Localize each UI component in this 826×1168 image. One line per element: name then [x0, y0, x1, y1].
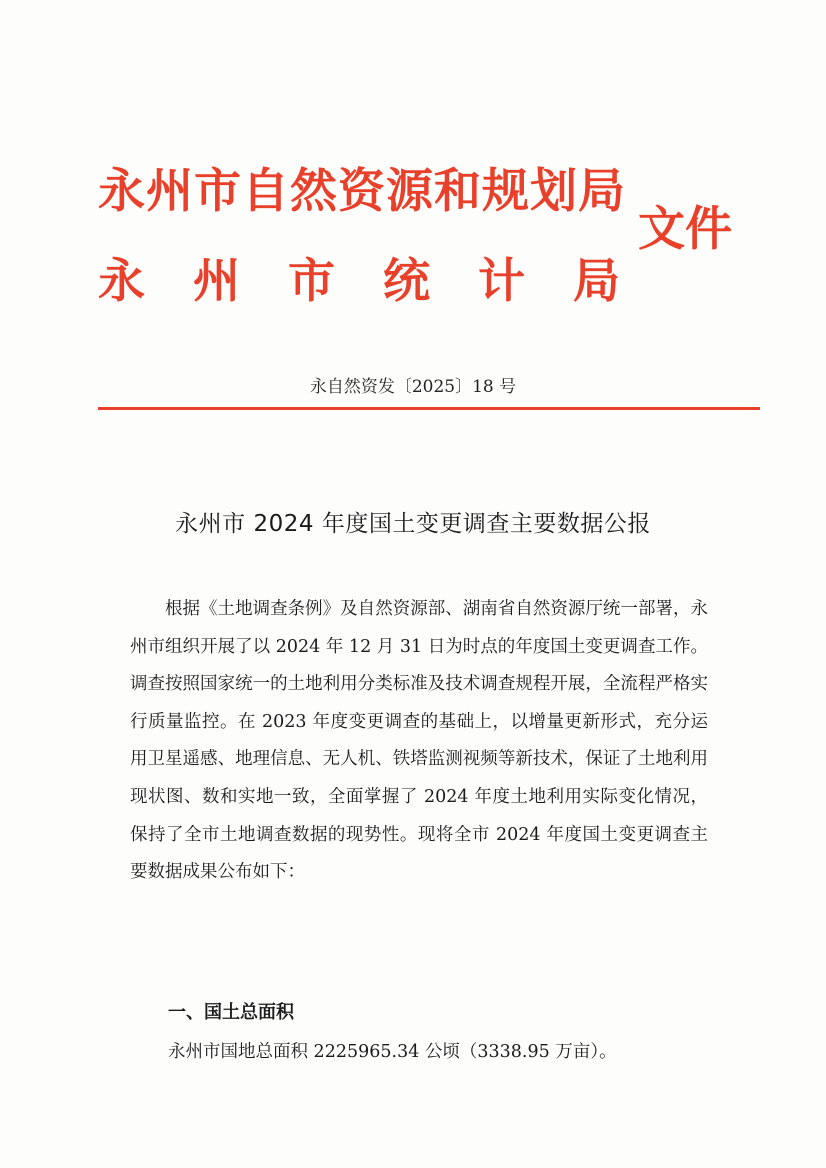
issuer-char: 统: [383, 254, 430, 309]
issuer-name-statistics: [98, 254, 620, 309]
issuer-char: 市: [288, 254, 335, 309]
issuer-char: 局: [573, 254, 620, 309]
issuer-char: 永: [98, 254, 145, 309]
intro-paragraph: 根据《土地调查条例》及自然资源部、湖南省自然资源厅统一部署，永州市组织开展了以 2024 年 12 月 31 日为时点的年度国土变更调查工作。调查按照国家统一的土地利用分类标准及技术调查规程开展，全流程严格实行质量监控。在 2023 年度变更调查的基础上，以增量更新形式，充分运用卫星遥感、地理信息、无人机、铁塔监测视频等新技术，保证了土地利用现状图、数和实地一致，全面掌握了 2024 年度土地利用实际变化情况，保持了全市土地调查数据的现势性。现将全市 2024 年度国土变更调查主要数据成果公布如下：: [130, 599, 708, 883]
document-number: 永自然资发〔2025〕18 号: [309, 377, 517, 397]
document-title: 永州市 2024 年度国土变更调查主要数据公报: [175, 511, 651, 537]
issuer-char: 州: [193, 254, 240, 309]
document-type-label: 文件: [638, 202, 732, 257]
red-divider-line: [98, 407, 760, 410]
section-text-total-area: 永州市国地总面积 2225965.34 公顷（3338.95 万亩）。: [168, 1042, 617, 1062]
issuer-name-natural-resources: 永州市自然资源和规划局: [98, 164, 626, 219]
section-heading-total-area: 一、国土总面积: [168, 1002, 294, 1023]
issuer-char: 计: [478, 254, 525, 309]
